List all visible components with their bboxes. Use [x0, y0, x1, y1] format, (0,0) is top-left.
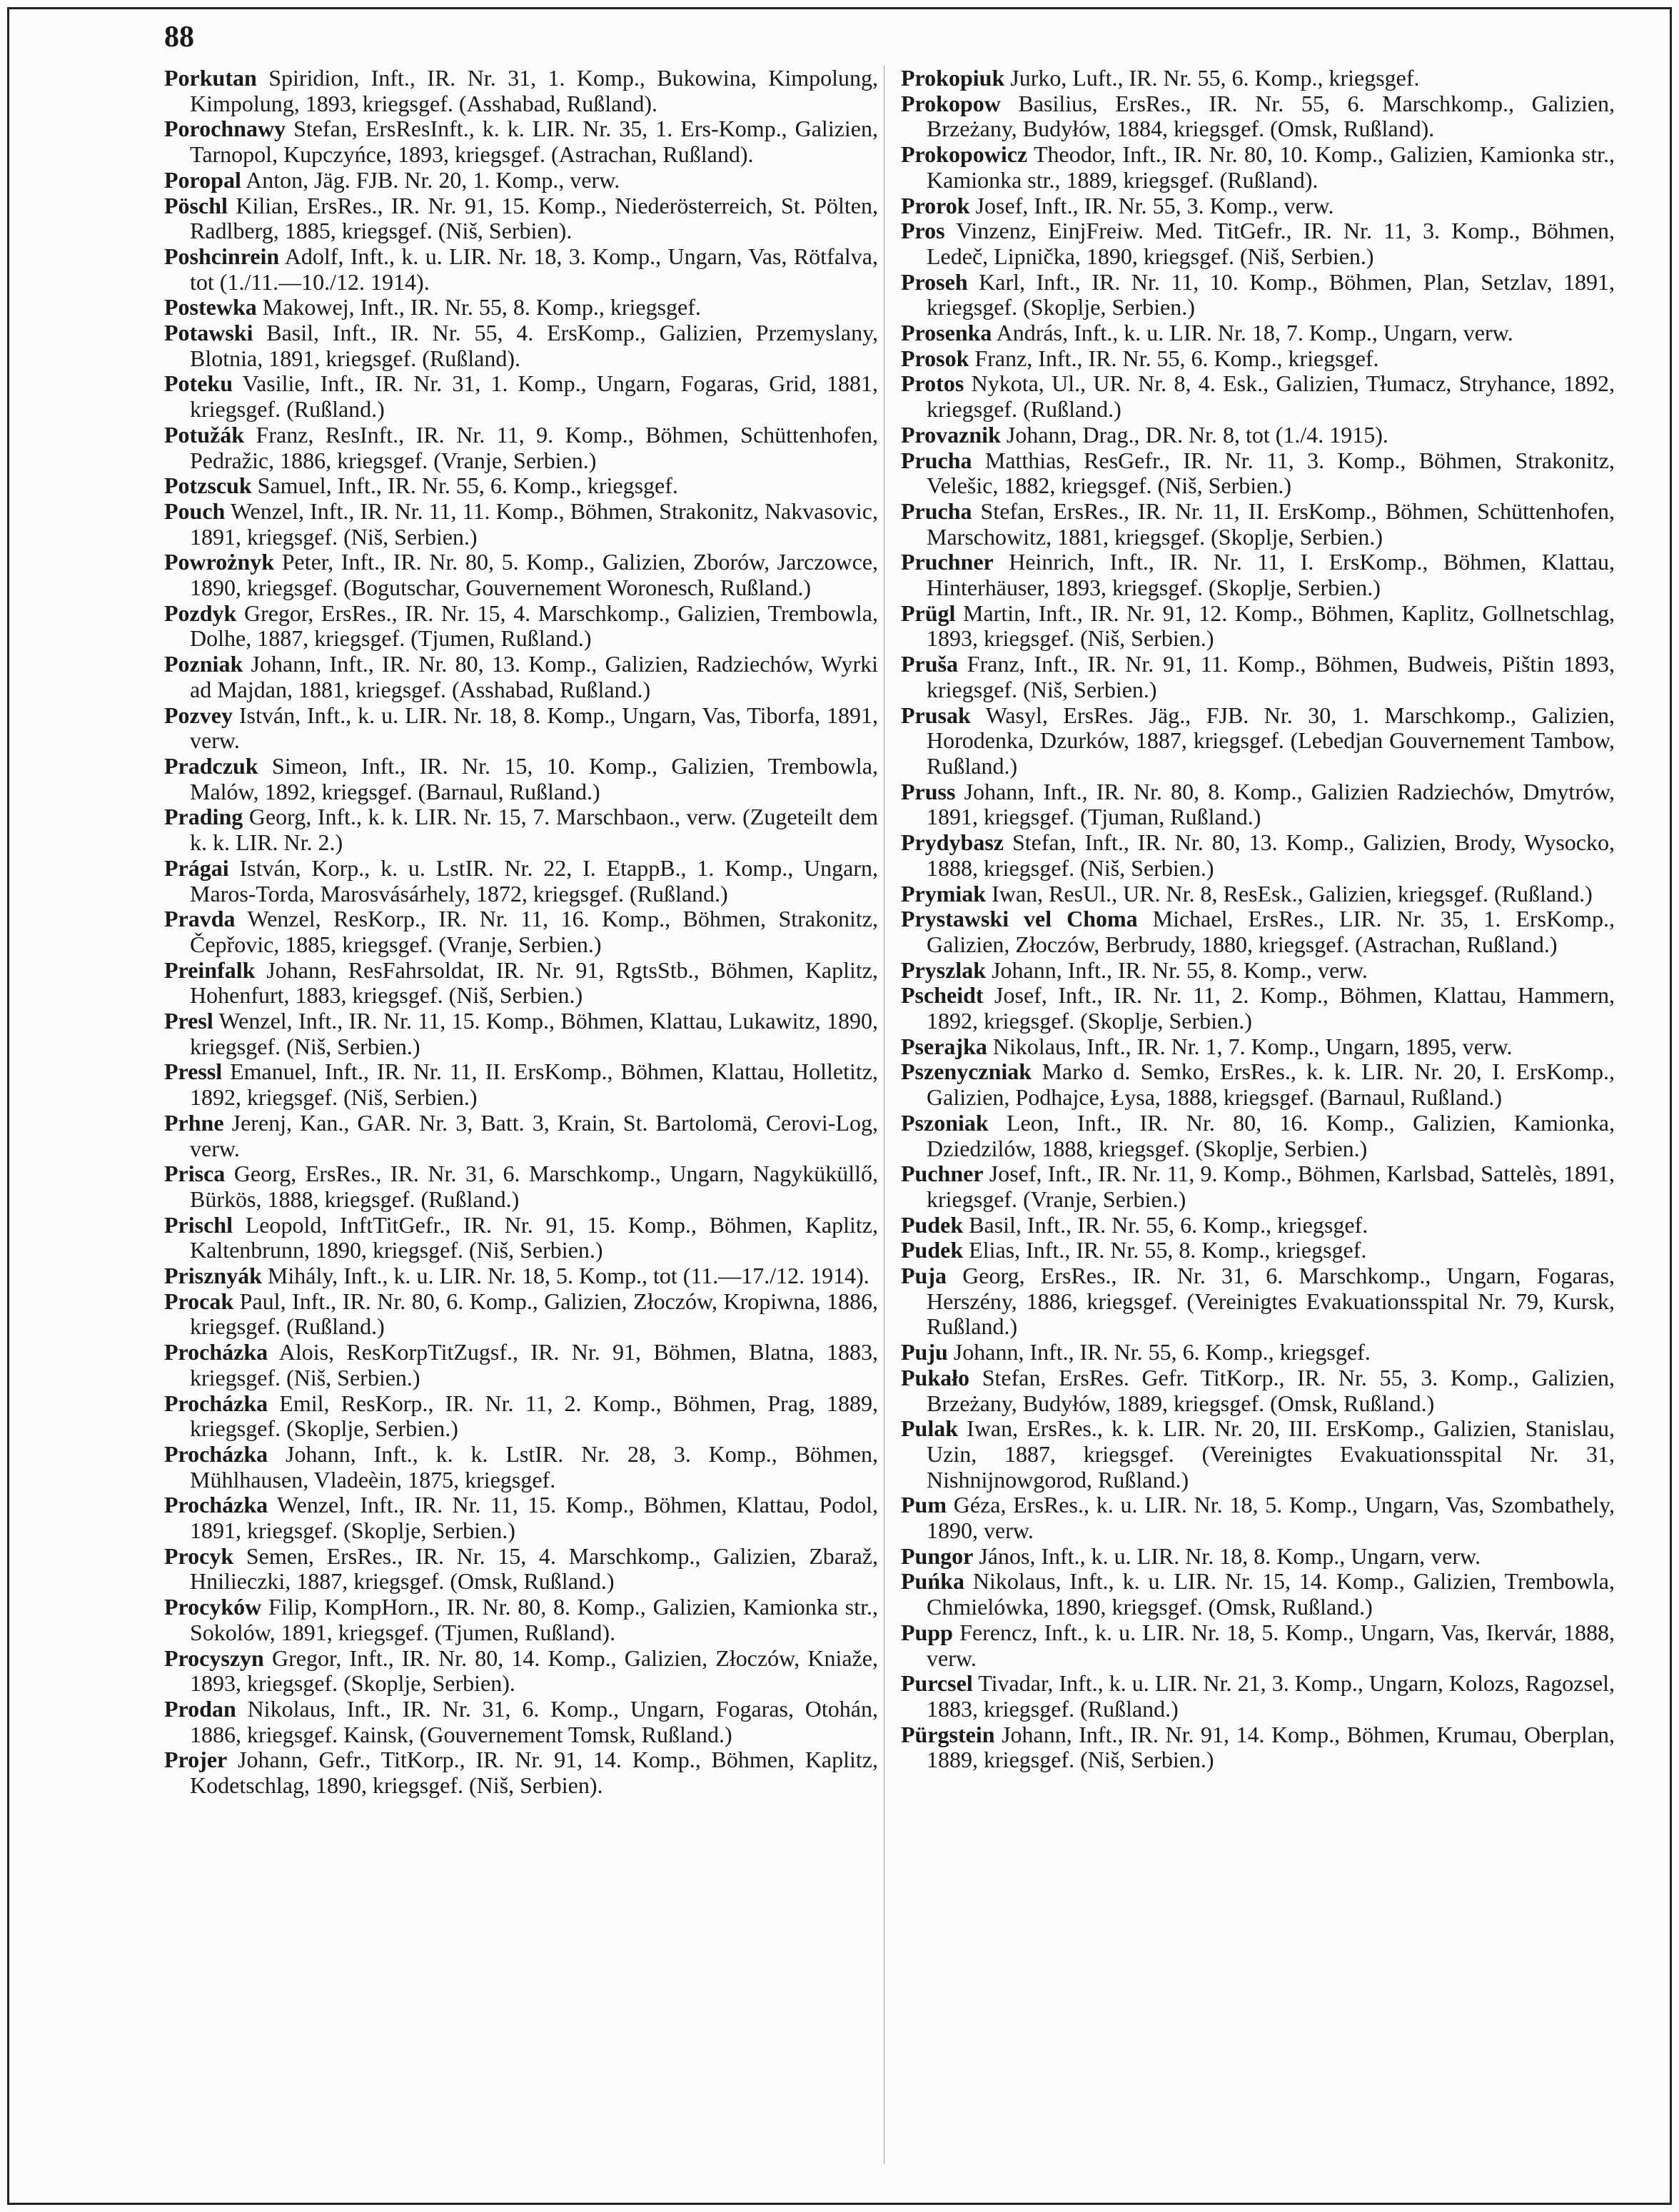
entry-surname: Procházka [164, 1492, 268, 1518]
list-entry [901, 958, 1615, 984]
entry-details: Adolf, Inft., k. u. LIR. Nr. 18, 3. Komp., Ungarn, Vas, Rötfalva, tot (1./11.—10./12. 1914). [190, 243, 878, 295]
entry-details: István, Inft., k. u. LIR. Nr. 18, 8. Komp., Ungarn, Vas, Tiborfa, 1891, verw. [190, 702, 878, 754]
entry-details: Stefan, ErsRes., IR. Nr. 11, II. ErsKomp., Böhmen, Schüttenhofen, Marschowitz, 1881, kriegsgef. (Skoplje, Serbien.) [927, 498, 1615, 550]
list-entry [901, 66, 1615, 91]
list-entry [164, 652, 878, 702]
list-entry [901, 703, 1615, 779]
list-entry [901, 448, 1615, 499]
entry-details: Stefan, ErsRes. Gefr. TitKorp., IR. Nr. 55, 3. Komp., Galizien, Brzeżany, Budyłów, 1889, kriegsgef. (Omsk, Rußland.) [927, 1364, 1615, 1416]
entry-surname: Potzscuk [164, 473, 252, 499]
entry-details: Heinrich, Inft., IR. Nr. 11, I. ErsKomp., Böhmen, Klattau, Hinterhäuser, 1893, kriegsgef. (Skoplje, Serbien.) [927, 549, 1615, 601]
entry-details: Semen, ErsRes., IR. Nr. 15, 4. Marschkomp., Galizien, Zbaraž, Hnilieczki, 1887, kriegsgef. (Omsk, Rußland.) [190, 1542, 878, 1595]
list-entry [164, 66, 878, 116]
list-entry [164, 1340, 878, 1390]
entry-details: Iwan, ErsRes., k. k. LIR. Nr. 20, III. ErsKomp., Galizien, Stanislau, Uzin, 1887, kriegsgef. (Vereinigtes Evakuationsspital Nr. 31, Nishnijnowgorod, Rußland.) [927, 1415, 1615, 1493]
entry-surname: Procyków [164, 1594, 262, 1620]
entry-details: Spiridion, Inft., IR. Nr. 31, 1. Komp., Bukowina, Kimpolung, Kimpolung, 1893, kriegsgef. (Asshabad, Rußland). [190, 65, 878, 116]
entry-surname: Pungor [901, 1542, 974, 1569]
entry-surname: Porochnawy [164, 116, 286, 142]
entry-details: Johann, ResFahrsoldat, IR. Nr. 91, RgtsStb., Böhmen, Kaplitz, Hohenfurt, 1883, kriegsgef. (Niš, Serbien.) [190, 956, 878, 1009]
entry-details: Wenzel, Inft., IR. Nr. 11, 15. Komp., Böhmen, Klattau, Lukawitz, 1890, kriegsgef. (Niš, Serbien.) [190, 1008, 878, 1059]
list-entry [164, 601, 878, 652]
list-entry [901, 983, 1615, 1034]
entry-details: Jurko, Luft., IR. Nr. 55, 6. Komp., kriegsgef. [1004, 65, 1420, 91]
entry-details: Johann, Inft., k. k. LstIR. Nr. 28, 3. Komp., Böhmen, Mühlhausen, Vladeèin, 1875, kriegsgef. [190, 1440, 878, 1493]
entry-details: Gregor, Inft., IR. Nr. 80, 14. Komp., Galizien, Złoczów, Kniaže, 1893, kriegsgef. (Skoplje, Serbien). [190, 1645, 878, 1697]
list-entry [901, 1213, 1615, 1238]
entry-surname: Prucha [901, 447, 972, 473]
entry-details: Nikolaus, Inft., k. u. LIR. Nr. 15, 14. Komp., Galizien, Trembowla, Chmielówka, 1890, kriegsgef. (Omsk, Rußland.) [927, 1568, 1615, 1620]
entry-surname: Poropal [164, 166, 241, 193]
list-entry [164, 1161, 878, 1212]
list-entry [901, 1365, 1615, 1416]
entry-details: Nykota, Ul., UR. Nr. 8, 4. Esk., Galizien, Tłumacz, Stryhance, 1892, kriegsgef. (Rußland.) [927, 370, 1615, 423]
entry-details: Paul, Inft., IR. Nr. 80, 6. Komp., Galizien, Złoczów, Kropiwna, 1886, kriegsgef. (Rußland.) [190, 1288, 878, 1340]
entry-surname: Prucha [901, 498, 972, 524]
entry-surname: Prügl [901, 600, 956, 626]
entry-surname: Prorok [901, 192, 970, 218]
entry-details: Filip, KompHorn., IR. Nr. 80, 8. Komp., Galizien, Kamionka str., Sokolów, 1891, kriegsgef. (Tjumen, Rußland). [190, 1594, 878, 1645]
entry-surname: Pruša [901, 651, 958, 677]
entry-surname: Prodan [164, 1696, 236, 1722]
list-entry [901, 652, 1615, 702]
entry-details: Josef, Inft., IR. Nr. 11, 9. Komp., Böhmen, Karlsbad, Sattelès, 1891, kriegsgef. (Vranje, Serbien.) [927, 1161, 1615, 1212]
entry-surname: Pozdyk [164, 600, 237, 626]
list-entry [164, 1697, 878, 1747]
list-entry [901, 499, 1615, 550]
list-entry [164, 116, 878, 167]
list-entry [901, 193, 1615, 219]
list-entry [901, 882, 1615, 907]
entry-details: Simeon, Inft., IR. Nr. 15, 10. Komp., Galizien, Trembowla, Malów, 1892, kriegsgef. (Barnaul, Rußland.) [190, 752, 878, 804]
entry-details: Josef, Inft., IR. Nr. 11, 2. Komp., Böhmen, Klattau, Hammern, 1892, kriegsgef. (Skoplje, Serbien.) [927, 982, 1615, 1034]
entry-details: Emil, ResKorp., IR. Nr. 11, 2. Komp., Böhmen, Prag, 1889, kriegsgef. (Skoplje, Serbien.) [190, 1390, 878, 1442]
entry-surname: Procházka [164, 1440, 268, 1467]
entry-details: Nikolaus, Inft., IR. Nr. 1, 7. Komp., Ungarn, 1895, verw. [987, 1033, 1513, 1059]
entry-details: Franz, Inft., IR. Nr. 55, 6. Komp., kriegsgef. [969, 345, 1379, 371]
entry-details: Johann, Inft., IR. Nr. 91, 14. Komp., Böhmen, Krumau, Oberplan, 1889, kriegsgef. (Niš, Serbien.) [927, 1721, 1615, 1773]
entry-details: Alois, ResKorpTitZugsf., IR. Nr. 91, Böhmen, Blatna, 1883, kriegsgef. (Niš, Serbien.) [190, 1339, 878, 1390]
entry-details: Elias, Inft., IR. Nr. 55, 8. Komp., kriegsgef. [963, 1237, 1367, 1263]
entry-details: Peter, Inft., IR. Nr. 80, 5. Komp., Galizien, Zborów, Jarczowce, 1890, kriegsgef. (Bogutschar, Gouvernement Woronesch, Rußland.) [190, 549, 878, 601]
entry-surname: Pserajka [901, 1033, 987, 1059]
entry-details: Leon, Inft., IR. Nr. 80, 16. Komp., Galizien, Kamionka, Dziedzilów, 1888, kriegsgef. (Skoplje, Serbien.) [927, 1109, 1615, 1161]
entry-surname: Puchner [901, 1161, 984, 1187]
list-entry [164, 1213, 878, 1263]
entry-surname: Procházka [164, 1390, 268, 1416]
list-entry [164, 244, 878, 295]
list-entry [164, 754, 878, 804]
list-entry [164, 804, 878, 855]
entry-details: Géza, ErsRes., k. u. LIR. Nr. 18, 5. Komp., Ungarn, Vas, Szombathely, 1890, verw. [927, 1492, 1615, 1544]
entry-surname: Pudek [901, 1237, 964, 1263]
entry-surname: Prydybasz [901, 829, 1004, 856]
list-entry [164, 295, 878, 320]
entry-surname: Pozniak [164, 651, 243, 677]
entry-surname: Puju [901, 1339, 948, 1365]
list-entry [901, 1671, 1615, 1722]
list-entry [164, 473, 878, 499]
entry-surname: Prading [164, 804, 243, 830]
entry-surname: Pürgstein [901, 1721, 995, 1747]
list-entry [164, 193, 878, 244]
entry-details: Johann, Inft., IR. Nr. 55, 6. Komp., kriegsgef. [947, 1339, 1371, 1365]
entry-details: Franz, Inft., IR. Nr. 91, 11. Komp., Böhmen, Budweis, Pištin 1893, kriegsgef. (Niš, Serbien.) [927, 651, 1615, 702]
entry-details: Vasilie, Inft., IR. Nr. 31, 1. Komp., Ungarn, Fogaras, Grid, 1881, kriegsgef. (Rußland.) [190, 370, 878, 423]
entry-details: Georg, Inft., k. k. LIR. Nr. 15, 7. Marschbaon., verw. (Zugeteilt dem k. k. LIR. Nr. 2.) [190, 804, 878, 856]
entry-surname: Pressl [164, 1059, 223, 1085]
entry-surname: Pruss [901, 778, 956, 804]
list-entry [901, 830, 1615, 881]
entry-details: Josef, Inft., IR. Nr. 55, 3. Komp., verw. [969, 192, 1334, 218]
entry-details: Iwan, ResUl., UR. Nr. 8, ResEsk., Galizien, kriegsgef. (Rußland.) [986, 880, 1593, 906]
list-entry [164, 1493, 878, 1543]
list-entry [164, 1009, 878, 1059]
list-entry [901, 1161, 1615, 1212]
entry-surname: Puja [901, 1263, 947, 1289]
entry-surname: Pradczuk [164, 752, 258, 779]
entry-details: Leopold, InftTitGefr., IR. Nr. 91, 15. Komp., Böhmen, Kaplitz, Kaltenbrunn, 1890, kriegsgef. (Niš, Serbien.) [190, 1211, 878, 1263]
entry-surname: Pukało [901, 1364, 970, 1390]
list-entry [164, 1646, 878, 1697]
entry-details: Michael, ErsRes., LIR. Nr. 35, 1. ErsKomp., Galizien, Złoczów, Berbrudy, 1880, kriegsgef. (Astrachan, Rußland.) [927, 906, 1615, 957]
entry-surname: Proseh [901, 268, 968, 295]
list-entry [164, 1391, 878, 1442]
list-entry [901, 218, 1615, 269]
entry-details: János, Inft., k. u. LIR. Nr. 18, 8. Komp., Ungarn, verw. [973, 1542, 1481, 1569]
list-entry [901, 371, 1615, 422]
entry-details: Samuel, Inft., IR. Nr. 55, 6. Komp., kriegsgef. [251, 473, 678, 499]
entry-surname: Prisznyák [164, 1263, 262, 1289]
entry-surname: Poteku [164, 370, 233, 397]
list-entry [164, 1442, 878, 1493]
entry-surname: Porkutan [164, 65, 257, 91]
entry-details: Emanuel, Inft., IR. Nr. 11, II. ErsKomp., Böhmen, Klattau, Holletitz, 1892, kriegsgef. (Niš, Serbien.) [190, 1059, 878, 1111]
list-entry [901, 601, 1615, 652]
entry-surname: Procházka [164, 1339, 268, 1365]
entry-surname: Pszoniak [901, 1109, 989, 1136]
list-entry [164, 906, 878, 957]
entry-details: Wenzel, Inft., IR. Nr. 11, 15. Komp., Böhmen, Klattau, Podol, 1891, kriegsgef. (Skoplje, Serbien.) [190, 1492, 878, 1544]
list-entry [901, 91, 1615, 142]
entry-surname: Pudek [901, 1211, 964, 1238]
list-entry [901, 1722, 1615, 1773]
list-entry [164, 168, 878, 193]
entry-surname: Prokopow [901, 90, 1001, 116]
list-entry [164, 1544, 878, 1595]
list-entry [164, 856, 878, 906]
entry-details: Kilian, ErsRes., IR. Nr. 91, 15. Komp., Niederösterreich, St. Pölten, Radlberg, 1885, kriegsgef. (Niš, Serbien). [190, 192, 878, 244]
list-entry [901, 1620, 1615, 1671]
list-entry [901, 1238, 1615, 1263]
list-entry [901, 1034, 1615, 1060]
list-entry [901, 270, 1615, 320]
left-column [164, 66, 878, 1799]
entry-surname: Prosok [901, 345, 969, 371]
entry-details: Wasyl, ErsRes. Jäg., FJB. Nr. 30, 1. Marschkomp., Galizien, Horodenka, Dzurków, 1887, kriegsgef. (Lebedjan Gouvernement Tambow, Rußland.) [927, 702, 1615, 779]
entry-surname: Provaznik [901, 421, 1001, 448]
list-entry [901, 1569, 1615, 1620]
entry-details: Wenzel, Inft., IR. Nr. 11, 11. Komp., Böhmen, Strakonitz, Nakvasovic, 1891, kriegsgef. (Niš, Serbien.) [190, 498, 878, 550]
entry-surname: Prymiak [901, 880, 987, 906]
entry-surname: Pupp [901, 1619, 953, 1645]
entry-surname: Protos [901, 370, 964, 397]
entry-details: Johann, Inft., IR. Nr. 55, 8. Komp., verw. [986, 956, 1368, 983]
list-entry [901, 1263, 1615, 1340]
entry-surname: Poshcinrein [164, 243, 280, 269]
entry-surname: Pöschl [164, 192, 228, 218]
entry-surname: Pum [901, 1492, 947, 1518]
entry-details: Mihály, Inft., k. u. LIR. Nr. 18, 5. Komp., tot (11.—17./12. 1914). [261, 1263, 869, 1289]
entry-surname: Prystawski vel Choma [901, 906, 1138, 932]
entry-details: Basilius, ErsRes., IR. Nr. 55, 6. Marschkomp., Galizien, Brzeżany, Budyłów, 1884, kriegsgef. (Omsk, Rußland). [927, 90, 1615, 142]
entry-details: Karl, Inft., IR. Nr. 11, 10. Komp., Böhmen, Plan, Setzlav, 1891, kriegsgef. (Skoplje, Serbien.) [927, 268, 1615, 320]
entry-surname: Prusak [901, 702, 971, 728]
entry-surname: Pszenyczniak [901, 1059, 1032, 1085]
list-entry [901, 906, 1615, 957]
entry-details: Basil, Inft., IR. Nr. 55, 4. ErsKomp., Galizien, Przemyslany, Blotnia, 1891, kriegsgef. (Rußland). [190, 320, 878, 371]
entry-surname: Procak [164, 1288, 234, 1314]
list-entry [164, 1747, 878, 1798]
list-entry [901, 1544, 1615, 1570]
entry-surname: Prisca [164, 1161, 226, 1187]
list-entry [164, 1059, 878, 1110]
entry-surname: Postewka [164, 294, 257, 320]
list-entry [901, 423, 1615, 448]
entry-surname: Purcsel [901, 1670, 973, 1697]
entry-surname: Presl [164, 1008, 213, 1034]
list-entry [164, 703, 878, 754]
list-entry [901, 779, 1615, 830]
entry-details: Ferencz, Inft., k. u. LIR. Nr. 18, 5. Komp., Ungarn, Vas, Ikervár, 1888, verw. [927, 1619, 1615, 1671]
entry-surname: Pozvey [164, 702, 233, 728]
entry-surname: Prágai [164, 854, 229, 881]
list-entry [901, 1340, 1615, 1365]
entry-surname: Puńka [901, 1568, 964, 1595]
entry-surname: Projer [164, 1747, 228, 1773]
list-entry [164, 371, 878, 422]
entry-surname: Potawski [164, 320, 253, 346]
entry-surname: Preinfalk [164, 956, 256, 983]
entry-surname: Prokopowicz [901, 141, 1028, 168]
entry-details: Stefan, ErsResInft., k. k. LIR. Nr. 35, 1. Ers-Komp., Galizien, Tarnopol, Kupczyńce, 1893, kriegsgef. (Astrachan, Rußland). [190, 116, 878, 168]
entry-details: Georg, ErsRes., IR. Nr. 31, 6. Marschkomp., Ungarn, Nagyküküllő, Bürkös, 1888, kriegsgef. (Rußland.) [190, 1161, 878, 1212]
list-entry [164, 1111, 878, 1161]
entry-details: András, Inft., k. u. LIR. Nr. 18, 7. Komp., Ungarn, verw. [992, 320, 1513, 346]
list-entry [164, 958, 878, 1009]
entry-details: Stefan, Inft., IR. Nr. 80, 13. Komp., Galizien, Brody, Wysocko, 1888, kriegsgef. (Niš, Serbien.) [927, 829, 1615, 881]
entry-details: Matthias, ResGefr., IR. Nr. 11, 3. Komp., Böhmen, Strakonitz, Velešic, 1882, kriegsgef. (Niš, Serbien.) [927, 447, 1615, 499]
list-entry [901, 1059, 1615, 1110]
entry-details: Anton, Jäg. FJB. Nr. 20, 1. Komp., verw. [241, 166, 620, 193]
entry-details: István, Korp., k. u. LstIR. Nr. 22, I. EtappB., 1. Komp., Ungarn, Maros-Torda, Marosvásárhely, 1872, kriegsgef. (Rußland.) [190, 854, 878, 906]
entry-surname: Procyk [164, 1542, 234, 1569]
entry-surname: Prischl [164, 1211, 233, 1238]
entry-details: Basil, Inft., IR. Nr. 55, 6. Komp., kriegsgef. [963, 1211, 1368, 1238]
list-entry [164, 1263, 878, 1289]
list-entry [164, 1289, 878, 1340]
entry-surname: Pouch [164, 498, 226, 524]
entry-details: Vinzenz, EinjFreiw. Med. TitGefr., IR. Nr. 11, 3. Komp., Böhmen, Ledeč, Lipnička, 1890, kriegsgef. (Niš, Serbien.) [927, 218, 1615, 269]
list-entry [164, 550, 878, 600]
entry-details: Tivadar, Inft., k. u. LIR. Nr. 21, 3. Komp., Ungarn, Kolozs, Ragozsel, 1883, kriegsgef. (Rußland.) [927, 1670, 1615, 1722]
entry-surname: Prosenka [901, 320, 992, 346]
entry-surname: Potužák [164, 421, 244, 448]
list-entry [901, 1416, 1615, 1493]
list-entry [164, 1595, 878, 1645]
entry-surname: Pulak [901, 1415, 959, 1442]
list-entry [164, 499, 878, 550]
list-entry [901, 346, 1615, 372]
entry-details: Martin, Inft., IR. Nr. 91, 12. Komp., Böhmen, Kaplitz, Gollnetschlag, 1893, kriegsgef. (Niš, Serbien.) [927, 600, 1615, 652]
entry-surname: Powrożnyk [164, 549, 275, 575]
entry-details: Johann, Inft., IR. Nr. 80, 8. Komp., Galizien Radziechów, Dmytrów, 1891, kriegsgef. (Tjuman, Rußland.) [927, 778, 1615, 830]
entry-details: Franz, ResInft., IR. Nr. 11, 9. Komp., Böhmen, Schüttenhofen, Pedražic, 1886, kriegsgef. (Vranje, Serbien.) [190, 421, 878, 473]
entry-details: Nikolaus, Inft., IR. Nr. 31, 6. Komp., Ungarn, Fogaras, Otohán, 1886, kriegsgef. Kainsk, (Gouvernement Tomsk, Rußland.) [190, 1696, 878, 1747]
entry-surname: Procyszyn [164, 1645, 264, 1671]
list-entry [901, 320, 1615, 346]
entry-surname: Prhne [164, 1109, 224, 1136]
list-entry [901, 1493, 1615, 1543]
entry-details: Gregor, ErsRes., IR. Nr. 15, 4. Marschkomp., Galizien, Trembowla, Dolhe, 1887, kriegsgef. (Tjumen, Rußland.) [190, 600, 878, 652]
entry-details: Theodor, Inft., IR. Nr. 80, 10. Komp., Galizien, Kamionka str., Kamionka str., 1889, kriegsgef. (Rußland). [927, 141, 1615, 193]
entry-surname: Pravda [164, 906, 236, 932]
entry-details: Makowej, Inft., IR. Nr. 55, 8. Komp., kriegsgef. [256, 294, 701, 320]
entry-details: Georg, ErsRes., IR. Nr. 31, 6. Marschkomp., Ungarn, Fogaras, Herszény, 1886, kriegsgef. (Vereinigtes Evakuationsspital Nr. 79, Kursk, Rußland.) [927, 1263, 1615, 1340]
entry-details: Johann, Inft., IR. Nr. 80, 13. Komp., Galizien, Radziechów, Wyrki ad Majdan, 1881, kriegsgef. (Asshabad, Rußland.) [190, 651, 878, 702]
entry-surname: Prokopiuk [901, 65, 1005, 91]
list-entry [901, 142, 1615, 193]
entry-details: Wenzel, ResKorp., IR. Nr. 11, 16. Komp., Böhmen, Strakonitz, Čepřovic, 1885, kriegsgef. (Vranje, Serbien.) [190, 906, 878, 957]
entry-surname: Pryszlak [901, 956, 987, 983]
entry-details: Jerenj, Kan., GAR. Nr. 3, Batt. 3, Krain, St. Bartolomä, Cerovi-Log, verw. [190, 1109, 878, 1161]
right-column [901, 66, 1615, 1773]
page-number: 88 [164, 21, 194, 54]
list-entry [164, 320, 878, 371]
list-entry [901, 550, 1615, 600]
list-entry [164, 423, 878, 473]
entry-details: Johann, Drag., DR. Nr. 8, tot (1./4. 1915). [1000, 421, 1388, 448]
entry-details: Johann, Gefr., TitKorp., IR. Nr. 91, 14. Komp., Böhmen, Kaplitz, Kodetschlag, 1890, kriegsgef. (Niš, Serbien). [190, 1747, 878, 1799]
entry-surname: Pros [901, 218, 945, 244]
entry-details: Marko d. Semko, ErsRes., k. k. LIR. Nr. 20, I. ErsKomp., Galizien, Podhajce, Łysa, 1888, kriegsgef. (Barnaul, Rußland.) [927, 1059, 1615, 1111]
entry-surname: Pscheidt [901, 982, 984, 1009]
entry-surname: Pruchner [901, 549, 994, 575]
list-entry [901, 1111, 1615, 1161]
